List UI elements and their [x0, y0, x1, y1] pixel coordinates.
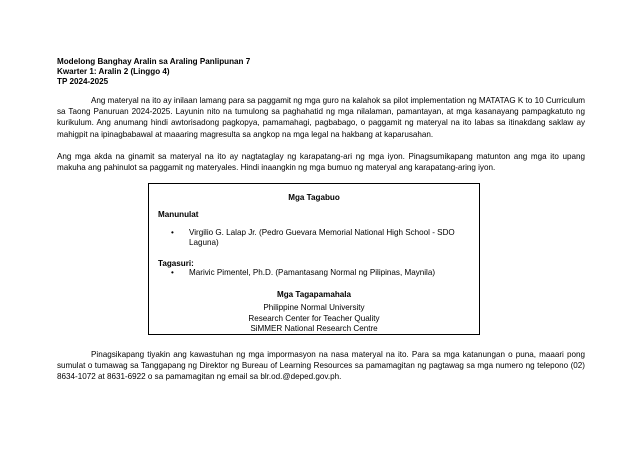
writer-name: Virgilio G. Lalap Jr. (Pedro Guevara Memorial National High School - SDO Laguna)	[189, 228, 455, 247]
document-page	[57, 57, 585, 382]
writer-item	[171, 228, 469, 248]
reviewer-item	[171, 268, 469, 278]
bullet-icon: •	[171, 228, 174, 237]
reviewer-label: Tagasuri:	[158, 259, 194, 268]
closing-paragraph: Pinagsikapang tiyakin ang kawastuhan ng mga impormasyon na nasa materyal na ito. Para sa mga katanungan o puna, maaari pong sumulat o tumawag sa Tanggapang ng Direktor ng Bureau of Learning Resources sa pamamagitan ng pagtawag sa mga numero ng telepono (02) 8634-1072 at 8631-6922 o sa pamamagitan ng email sa blr.od.@deped.gov.ph.	[57, 350, 585, 382]
intro-paragraph-2: Ang mga akda na ginamit sa materyal na ito ay nagtataglay ng karapatang-ari ng mga iyon. Pinagsumikapang matunton ang mga ito upang makuha ang pahinulot sa paggamit ng materyales. Hindi inaangkin ng mga bumuo ng materyal ang karapatang-aring iyon.	[57, 151, 585, 173]
reviewer-name: Marivic Pimentel, Ph.D. (Pamantasang Normal ng Pilipinas, Maynila)	[189, 268, 436, 277]
management-item: Philippine Normal University	[263, 303, 365, 312]
credits-title: Mga Tagabuo	[288, 193, 340, 202]
bullet-icon: •	[171, 268, 174, 277]
quarter-lesson: Kwarter 1: Aralin 2 (Linggo 4)	[57, 67, 170, 76]
credits-box	[148, 183, 480, 335]
intro-paragraph-1: Ang materyal na ito ay inilaan lamang para sa paggamit ng mga guro na kalahok sa pilot implementation ng MATATAG K to 10 Curriculum sa Taong Panuruan 2024-2025. Layunin nito na tumulong sa paghahatid ng mga nilalaman, pamantayan, at mga kasanayang pampagkatuto ng kurikulum. Ang anumang hindi awtorisadong pagkopya, pamamahagi, pagbabago, o paggamit ng materyal na ito labas sa itinakdang saklaw ay mahigpit na ipinagbabawal at maaaring magresulta sa angkop na mga legal na hakbang at kaparusahan.	[57, 96, 585, 139]
management-item: Research Center for Teacher Quality	[248, 313, 380, 323]
writer-label: Manunulat	[158, 210, 199, 219]
lesson-title: Modelong Banghay Aralin sa Araling Panlipunan 7	[57, 57, 251, 66]
management-title: Mga Tagapamahala	[276, 290, 352, 299]
management-item: SiMMER National Research Centre	[250, 324, 378, 333]
school-year: TP 2024-2025	[57, 77, 109, 86]
management-list	[149, 303, 479, 335]
